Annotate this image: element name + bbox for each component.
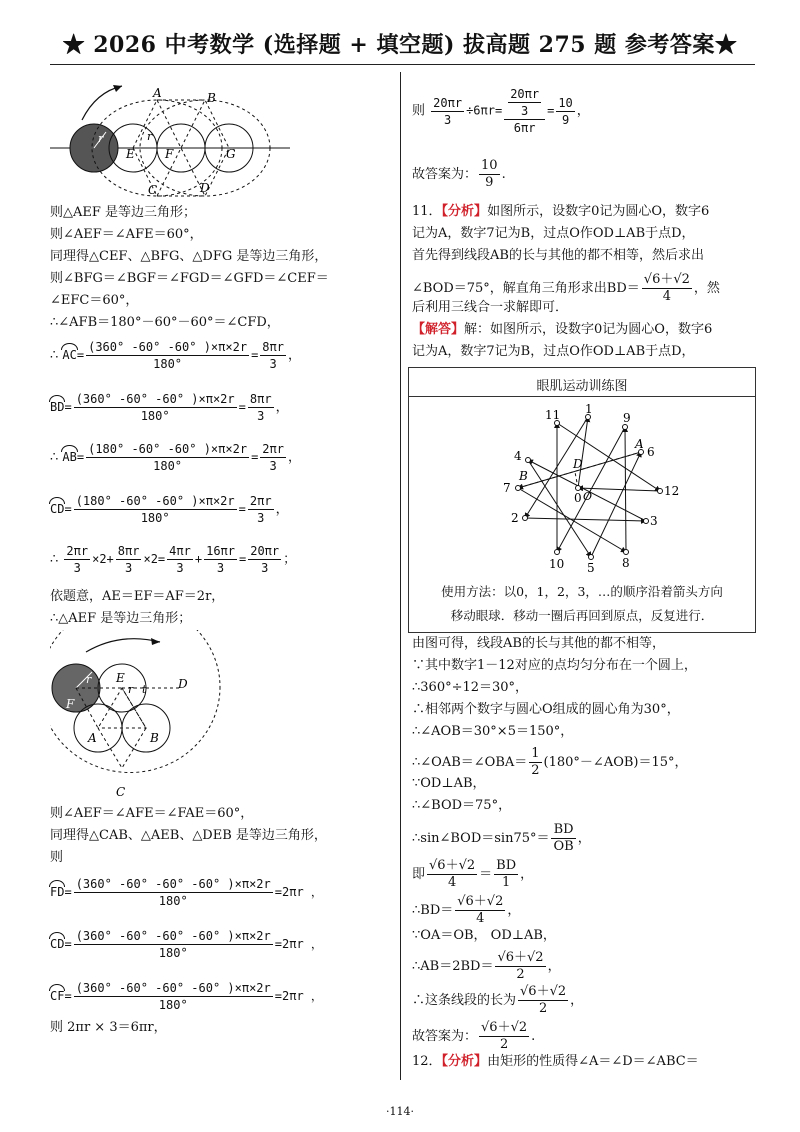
left-line-8: ∴△AEF 是等边三角形； [50,611,192,626]
arc-cd-formula: CD= $\frac{(180^\circ -60^\circ -60^\circ )\times\pi\times 2r}{180^\circ}$ = $\frac{2\pi r}{3}$ ， [50,494,289,525]
sol-line-1: 由图可得，线段AB的长与其他的都不相等， [412,636,665,651]
sol-answer: 故答案为： $\frac{√6+√2}{2}$ . [412,1020,536,1052]
q11-solution-line-1: 【解答】解：如图所示，设数字0记为圆心O，数字6 [412,322,713,337]
header-rule [50,64,755,65]
q11-analysis-line-5: 后利用三线合一求解即可． [412,300,569,315]
arc-ac-formula: ∴ AC= $\frac{(360^\circ -60^\circ -60^\circ )\times\pi\times 2r}{180^\circ}$ = $\frac{8\pi r}{3}$ ， [50,340,301,371]
eye-num-10: 10 [549,557,565,571]
q11-solution-line-2: 记为A，数字7记为B，过点O作OD⊥AB于点D， [412,344,695,359]
arc-cf-formula: CF= $\frac{(360^\circ -60^\circ -60^\circ -60^\circ )\times\pi\times 2r}{180^\circ}$ =2πr ， [50,981,323,1012]
eye-point-A: A [635,437,644,451]
sol-line-11: ∴BD＝ $\frac{√6+√2}{4}$ ， [412,894,521,926]
sol-line-14: ∴这条线段的长为 $\frac{√6+√2}{2}$ ， [412,984,584,1016]
sol-line-8: ∴∠BOD＝75°， [412,798,512,813]
page-header-title: ★ 2026 中考数学 (选择题 + 填空题) 拔高题 275 题 参考答案★ [62,32,738,58]
right-top-formula: 则 $\frac{20\pi r}{3}$ ÷6πr= $\frac{\frac{20\pi r}{3}}{6\pi r}$ = $\frac{10}{9}$ ， [412,87,590,135]
q11-analysis-line-3: 首先得到线段AB的长与其他的都不相等，然后求出 [412,248,704,263]
arc-bd: BD [50,395,64,415]
sol-line-9: ∴sin∠BOD＝sin75°＝ $\frac{BD}{OB}$ ， [412,822,591,854]
left-line-1: 则△AEF 是等边三角形； [50,205,197,220]
arc-ab-formula: ∴ AB= $\frac{(180^\circ -60^\circ -60^\circ )\times\pi\times 2r}{180^\circ}$ = $\frac{2\pi r}{3}$ ， [50,442,301,473]
sol-line-7: ∵OD⊥AB， [412,776,486,791]
arc-fd: FD [50,880,64,900]
left-line-11: 则 [50,850,64,865]
left-line-9: 则∠AEF＝∠AFE＝∠FAE＝60°， [50,806,254,821]
eye-point-B: B [519,469,528,483]
eye-num-7: 7 [503,481,511,495]
sol-line-13: ∴AB＝2BD＝ $\frac{√6+√2}{2}$ ， [412,950,561,982]
eye-num-0: 0 [574,491,582,505]
column-divider [400,72,401,1080]
eye-figure-caption-1: 使用方法：以0，1，2，3，…的顺序沿着箭头方向 [441,584,723,599]
eye-num-8: 8 [622,556,630,570]
left-line-7: 依题意，AE＝EF＝AF＝2r， [50,589,225,604]
fig2-label-r2: r [86,673,92,686]
page-number: ·114· [386,1105,414,1118]
eye-num-3: 3 [650,514,658,528]
sol-line-3: ∴360°÷12＝30°， [412,680,529,695]
eye-num-12: 12 [664,484,679,498]
fig1-label-B: B [207,91,216,105]
figure-circles-1 [50,80,310,198]
fig1-label-G: G [226,147,236,161]
eye-point-D: D [573,457,583,471]
sol-line-10: 即 $\frac{√6+√2}{4}$ ＝ $\frac{BD}{1}$ ， [412,858,534,890]
fig2-label-B: B [150,731,159,745]
sol-line-2: ∵其中数字1－12对应的点均匀分布在一个圆上， [412,658,697,673]
fig1-label-r2: r [147,130,153,143]
eye-point-O: O [583,490,593,503]
eye-num-11: 11 [545,408,561,422]
arc-ac: AC [62,343,76,363]
left-line-4: 则∠BFG＝∠BGF＝∠FGD＝∠GFD＝∠CEF＝ [50,271,329,286]
fig2-label-E: E [116,671,125,685]
fig2-label-r1: r [128,683,134,696]
left-line-10: 同理得△CAB、△AEB、△DEB 是等边三角形， [50,828,327,843]
arc-cd2: CD [50,932,64,952]
q12-analysis: 12．【分析】由矩形的性质得∠A＝∠D＝∠ABC＝ [412,1054,699,1069]
sol-line-6: ∴∠OAB＝∠OBA＝ $\frac{1}{2}$ (180°－∠AOB)＝15°， [412,746,688,778]
eye-figure-caption-2: 移动眼球．移动一圈后再回到原点，反复进行． [450,608,714,623]
left-line-2: 则∠AEF＝∠AFE＝60°， [50,227,203,242]
eye-num-1: 1 [585,404,593,416]
sol-line-5: ∴∠AOB＝30°×5＝150°， [412,724,574,739]
answer-1: 故答案为： $\frac{10}{9}$ . [412,158,506,190]
fig1-label-D: D [200,181,210,195]
eye-figure-title: 眼肌运动训练图 [536,379,628,394]
arc-cd2-formula: CD= $\frac{(360^\circ -60^\circ -60^\circ -60^\circ )\times\pi\times 2r}{180^\circ}$ =2πr ， [50,929,323,960]
arc-sum-formula: ∴ $\frac{2\pi r}{3}$ ×2+ $\frac{8\pi r}{3}$ ×2= $\frac{4\pi r}{3}$ + $\frac{16\pi r}{3}$ = $\frac{20\pi r}{3}$ ； [50,544,297,575]
fig2-label-F: F [66,697,75,711]
arc-cd: CD [50,497,64,517]
eye-num-5: 5 [587,561,595,575]
left-line-3: 同理得△CEF、△BFG、△DFG 是等边三角形， [50,249,328,264]
eye-num-9: 9 [623,411,631,425]
arc-bd-formula: BD= $\frac{(360^\circ -60^\circ -60^\circ )\times\pi\times 2r}{180^\circ}$ = $\frac{8\pi r}{3}$ ， [50,392,289,423]
eye-num-2: 2 [511,511,519,525]
sol-line-4: ∴相邻两个数字与圆心O组成的圆心角为30°， [412,702,680,717]
arc-fd-formula: FD= $\frac{(360^\circ -60^\circ -60^\circ -60^\circ )\times\pi\times 2r}{180^\circ}$ =2πr ， [50,877,323,908]
left-line-12: 则 2πr × 3＝6πr， [50,1020,167,1035]
arc-ab: AB [62,445,76,465]
fig1-label-C: C [148,183,158,197]
fig1-label-r1: r [98,132,104,145]
fig2-label-C: C [116,785,126,799]
left-line-5: ∠EFC＝60°， [50,293,139,308]
figure-circles-2 [50,630,250,802]
fig2-label-t: t [142,683,147,696]
fig1-label-E: E [126,147,135,161]
q11-analysis-line-4: ∠BOD＝75°，解直角三角形求出BD＝ $\frac{√6+√2}{4}$ ，然 [412,272,720,304]
arc-cf: CF [50,984,64,1004]
eye-num-6: 6 [647,445,655,459]
fig1-label-F: F [165,147,174,161]
q11-analysis-line-2: 记为A，数字7记为B，过点O作OD⊥AB于点D， [412,226,695,241]
eye-training-diagram [489,404,679,576]
left-line-6: ∴∠AFB＝180°－60°－60°＝∠CFD， [50,315,280,330]
fig1-label-A: A [153,86,162,100]
eye-num-4: 4 [514,449,522,463]
fig2-label-D: D [178,677,188,691]
q11-analysis-line-1: 11．【分析】如图所示，设数字0记为圆心O，数字6 [412,204,710,219]
eye-training-figure [408,367,756,633]
sol-line-12: ∵OA＝OB， OD⊥AB， [412,928,556,943]
fig2-label-A: A [88,731,97,745]
